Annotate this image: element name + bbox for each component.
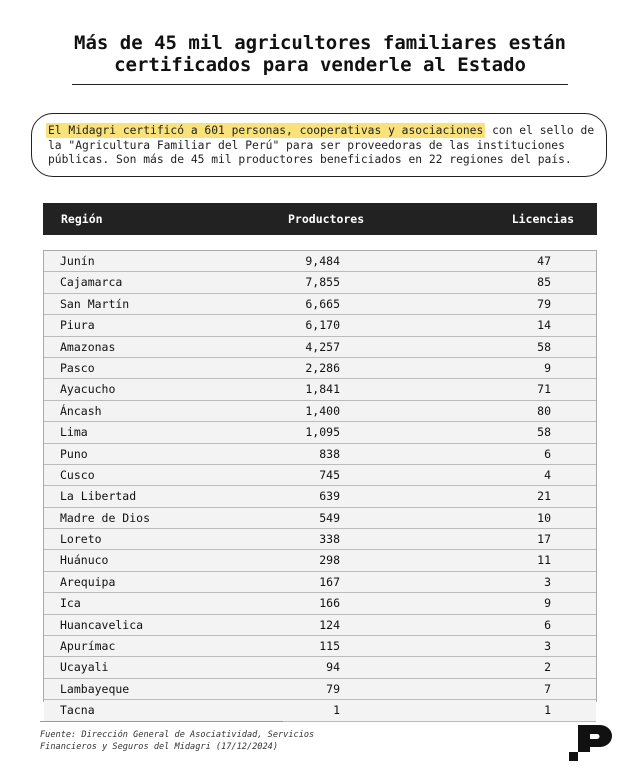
table-row	[44, 422, 596, 443]
cell-region: Cusco	[60, 467, 95, 482]
cell-licencias: 71	[537, 382, 551, 397]
column-header-productores: Productores	[288, 212, 365, 226]
table-row	[44, 401, 596, 422]
cell-region: Ica	[60, 596, 81, 611]
cell-licencias: 6	[544, 446, 551, 461]
cell-licencias: 58	[537, 425, 551, 440]
cell-productores: 166	[319, 596, 340, 611]
brand-p-logo	[566, 723, 614, 761]
cell-region: San Martín	[60, 296, 130, 311]
cell-productores: 298	[319, 553, 340, 568]
cell-productores: 6,170	[305, 318, 340, 333]
title-divider	[72, 84, 568, 85]
table-row	[44, 508, 596, 529]
cell-productores: 94	[326, 660, 340, 675]
cell-licencias: 9	[544, 596, 551, 611]
cell-licencias: 58	[537, 339, 551, 354]
cell-region: Huánuco	[60, 553, 109, 568]
table-row	[44, 272, 596, 293]
table-header	[43, 203, 597, 235]
cell-region: La Libertad	[60, 489, 137, 504]
table-row	[44, 572, 596, 593]
cell-region: Puno	[60, 446, 88, 461]
cell-licencias: 11	[537, 553, 551, 568]
table-row	[44, 700, 596, 721]
cell-licencias: 47	[537, 254, 551, 268]
cell-region: Loreto	[60, 532, 102, 547]
cell-licencias: 14	[537, 318, 551, 333]
table-row	[44, 444, 596, 465]
cell-region: Ucayali	[60, 660, 109, 675]
cell-productores: 1	[333, 703, 340, 718]
cell-region: Cajamarca	[60, 275, 123, 290]
cell-licencias: 79	[537, 296, 551, 311]
cell-licencias: 4	[544, 467, 551, 482]
intro-callout	[31, 113, 607, 177]
table-body	[43, 250, 597, 718]
cell-region: Lima	[60, 425, 88, 440]
cell-region: Áncash	[60, 403, 102, 418]
column-header-region: Región	[61, 212, 103, 226]
cell-productores: 1,400	[305, 403, 340, 418]
table-row	[44, 529, 596, 550]
cell-region: Junín	[60, 254, 95, 268]
cell-region: Lambayeque	[60, 681, 130, 696]
cell-licencias: 80	[537, 403, 551, 418]
cell-region: Madre de Dios	[60, 510, 151, 525]
table-row	[44, 615, 596, 636]
cell-region: Ayacucho	[60, 382, 116, 397]
table-row	[44, 294, 596, 315]
intro-text: con el sello de la "Agricultura Familiar del Perú" para ser proveedoras de las instituciones públicas. Son más de 45 mil productores beneficiados en 22 regiones del país.	[48, 124, 595, 166]
intro-highlight: El Midagri certificó a 601 personas, cooperativas y asociaciones	[48, 124, 484, 137]
cell-licencias: 2	[544, 660, 551, 675]
cell-licencias: 6	[544, 617, 551, 632]
cell-licencias: 9	[544, 360, 551, 375]
table-row	[44, 251, 596, 272]
cell-productores: 167	[319, 574, 340, 589]
cell-region: Arequipa	[60, 574, 116, 589]
cell-productores: 1,095	[305, 425, 340, 440]
cell-productores: 838	[319, 446, 340, 461]
cell-region: Piura	[60, 318, 95, 333]
cell-productores: 2,286	[305, 360, 340, 375]
table-row	[44, 486, 596, 507]
cell-licencias: 21	[537, 489, 551, 504]
cell-licencias: 10	[537, 510, 551, 525]
page-title: Más de 45 mil agricultores familiares están certificados para venderle al Estado	[74, 32, 566, 76]
cell-productores: 338	[319, 532, 340, 547]
cell-productores: 79	[326, 681, 340, 696]
table-row	[44, 679, 596, 700]
cell-region: Pasco	[60, 360, 95, 375]
cell-productores: 6,665	[305, 296, 340, 311]
table-row	[44, 636, 596, 657]
cell-region: Tacna	[60, 703, 95, 718]
cell-productores: 115	[319, 639, 340, 654]
column-header-licencias: Licencias	[511, 212, 574, 226]
cell-region: Apurímac	[60, 639, 116, 654]
cell-productores: 639	[319, 489, 340, 504]
table-row	[44, 465, 596, 486]
cell-region: Amazonas	[60, 339, 116, 354]
cell-productores: 1,841	[305, 382, 340, 397]
cell-licencias: 3	[544, 574, 551, 589]
cell-region: Huancavelica	[60, 617, 144, 632]
source-note: Fuente: Dirección General de Asociatividad, Servicios Financieros y Seguros del Midagri (17/12/2024)	[40, 730, 315, 752]
table-row	[44, 550, 596, 571]
table-row	[44, 337, 596, 358]
cell-productores: 9,484	[305, 254, 340, 268]
cell-productores: 7,855	[305, 275, 340, 290]
cell-productores: 4,257	[305, 339, 340, 354]
table-row	[44, 379, 596, 400]
cell-productores: 745	[319, 467, 340, 482]
cell-productores: 549	[319, 510, 340, 525]
cell-productores: 124	[319, 617, 340, 632]
cell-licencias: 85	[537, 275, 551, 290]
table-row	[44, 315, 596, 336]
cell-licencias: 17	[537, 532, 551, 547]
cell-licencias: 3	[544, 639, 551, 654]
source-divider	[40, 721, 283, 722]
cell-licencias: 7	[544, 681, 551, 696]
table-row	[44, 657, 596, 678]
table-row	[44, 358, 596, 379]
cell-licencias: 1	[544, 703, 551, 718]
table-row	[44, 593, 596, 614]
